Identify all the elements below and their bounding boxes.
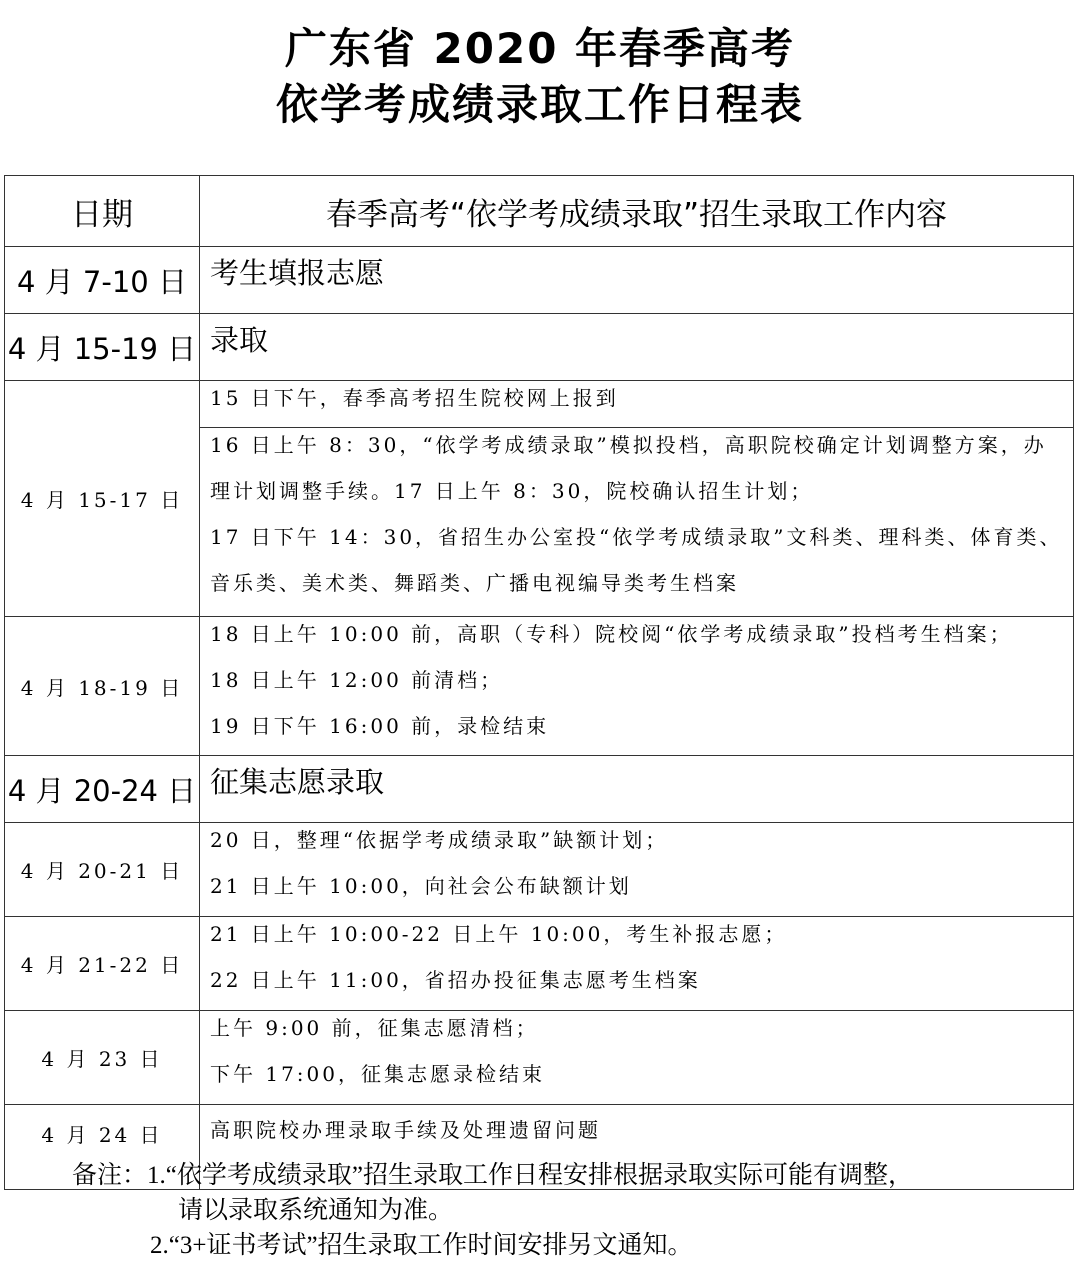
- content-line: 下午 17:00，征集志愿录检结束: [210, 1062, 545, 1086]
- row-content: 录取: [200, 314, 1074, 381]
- note-line-1: 备注：1.“依学考成绩录取”招生录取工作日程安排根据录取实际可能有调整，: [72, 1162, 913, 1189]
- content-line: 22 日上午 11:00，省招办投征集志愿考生档案: [210, 968, 701, 992]
- row-content: 考生填报志愿: [200, 247, 1074, 314]
- row-date: 4 月 24 日: [5, 1105, 200, 1190]
- row-date: 4 月 21-22 日: [5, 917, 200, 1011]
- table-row: [5, 381, 1074, 428]
- content-line: 16 日上午 8：30，“依学考成绩录取”模拟投档，高职院校确定计划调整方案，办: [210, 433, 1047, 457]
- content-line: 上午 9:00 前，征集志愿清档；: [210, 1016, 539, 1040]
- row-content: [200, 917, 1074, 1011]
- document-title-line2: 依学考成绩录取工作日程表: [275, 80, 804, 129]
- row-content: [200, 428, 1074, 617]
- content-line: 21 日上午 10:00，向社会公布缺额计划: [210, 874, 632, 898]
- table-header-row: [5, 176, 1074, 247]
- header-date: 日期: [5, 176, 200, 247]
- row-date: 4 月 23 日: [5, 1011, 200, 1105]
- table-row: [5, 917, 1074, 1011]
- table-row: [5, 756, 1074, 823]
- row-content: [200, 1011, 1074, 1105]
- note-line-2: 请以录取系统通知为准。: [178, 1197, 454, 1224]
- row-date: 4 月 20-24 日: [5, 756, 200, 823]
- row-content: [200, 381, 1074, 428]
- row-content: [200, 617, 1074, 756]
- header-content: 春季高考“依学考成绩录取”招生录取工作内容: [200, 176, 1074, 247]
- schedule-table: [4, 175, 1074, 1190]
- row-date: 4 月 15-19 日: [5, 314, 200, 381]
- content-line: 18 日上午 10:00 前，高职（专科）院校阅“依学考成绩录取”投档考生档案；: [210, 622, 1013, 646]
- content-line: 18 日上午 12:00 前清档；: [210, 668, 504, 692]
- content-line: 21 日上午 10:00-22 日上午 10:00，考生补报志愿；: [210, 922, 788, 946]
- row-content: 征集志愿录取: [200, 756, 1074, 823]
- table-row: [5, 617, 1074, 756]
- note-line-3: 2.“3+证书考试”招生录取工作时间安排另文通知。: [150, 1232, 693, 1259]
- content-line: 音乐类、美术类、舞蹈类、广播电视编导类考生档案: [210, 571, 739, 595]
- table-row: [5, 1011, 1074, 1105]
- document-title-line1: 广东省 2020 年春季高考: [284, 24, 796, 73]
- content-line: 20 日，整理“依据学考成绩录取”缺额计划；: [210, 828, 669, 852]
- content-line: 15 日下午，春季高考招生院校网上报到: [210, 386, 619, 410]
- row-date: 4 月 15-17 日: [5, 381, 200, 617]
- row-date: 4 月 18-19 日: [5, 617, 200, 756]
- content-line: 17 日下午 14：30，省招生办公室投“依学考成绩录取”文科类、理科类、体育类、: [210, 525, 1063, 549]
- notes: [72, 1158, 913, 1263]
- table-row: [5, 247, 1074, 314]
- content-line: 19 日下午 16:00 前，录检结束: [210, 714, 550, 738]
- table-row: [5, 823, 1074, 917]
- row-date: 4 月 20-21 日: [5, 823, 200, 917]
- table-row: [5, 314, 1074, 381]
- row-content: [200, 823, 1074, 917]
- content-line: 理计划调整手续。17 日上午 8：30，院校确认招生计划；: [210, 479, 814, 503]
- row-date: 4 月 7-10 日: [5, 247, 200, 314]
- content-line: 高职院校办理录取手续及处理遗留问题: [210, 1118, 601, 1142]
